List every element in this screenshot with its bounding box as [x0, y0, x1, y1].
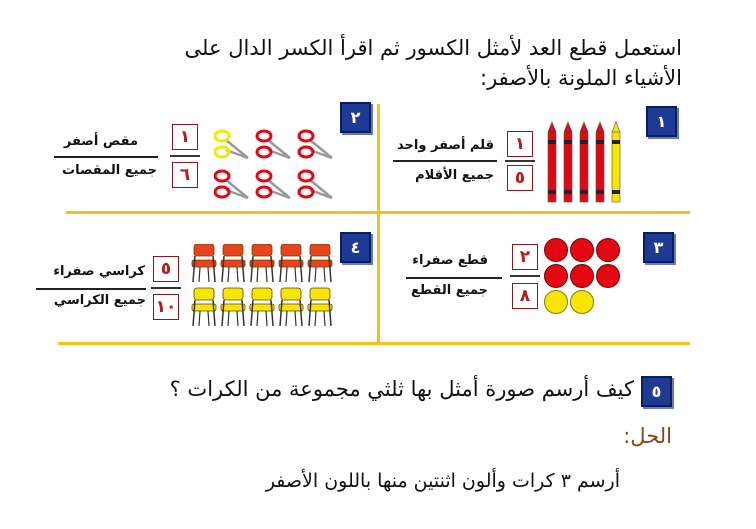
- counters-icon: [544, 238, 624, 318]
- problem-2-bottom-label: جميع المقصات: [62, 163, 157, 178]
- scissor-red: [299, 171, 332, 198]
- counter-red: [570, 238, 594, 262]
- scissor-yellow: [215, 131, 248, 158]
- crayon-red: [596, 122, 604, 202]
- grid-bottom-divider: [58, 342, 690, 345]
- problem-1-top-label: قلم أصفر واحد: [397, 138, 494, 153]
- scissor-red: [215, 171, 248, 198]
- counter-red: [596, 238, 620, 262]
- problem-2-top-label: مقص أصفر: [63, 134, 138, 149]
- instruction-line-1: استعمل قطع العد لأمثل الكسور ثم اقرأ الكسر الدال على: [184, 36, 682, 60]
- chair-yellow: [192, 288, 216, 326]
- problem-4-numerator: ٥: [153, 256, 179, 282]
- problem-2-fraction-bar: [170, 155, 200, 157]
- problem-4-bottom-label: جميع الكراسي: [53, 293, 146, 308]
- problem-1-bottom-label: جميع الأقلام: [415, 168, 494, 183]
- counter-red: [544, 264, 568, 288]
- problem-4-label-bar: [36, 288, 146, 290]
- crayons-icon: [544, 120, 628, 204]
- problem-3-label-bar: [406, 277, 502, 279]
- chair-red: [192, 244, 216, 282]
- problem-3-top-label: قطع صفراء: [412, 253, 488, 268]
- problem-1-fraction-bar: [505, 160, 535, 162]
- scissors-icon: [214, 128, 336, 206]
- chair-yellow: [250, 288, 274, 326]
- problem-3-bottom-label: جميع القطع: [410, 283, 488, 298]
- counter-yellow: [544, 290, 568, 314]
- counter-yellow: [570, 290, 594, 314]
- problem-4-top-label: كراسي صفراء: [53, 264, 145, 279]
- chair-yellow: [221, 288, 245, 326]
- problem-1-denominator: ٥: [507, 165, 533, 191]
- instruction-line-2: الأشياء الملونة بالأصفر:: [480, 66, 682, 90]
- crayon-red: [580, 122, 588, 202]
- chair-red: [308, 244, 332, 282]
- problem-1-badge: ١: [646, 106, 677, 137]
- counter-red: [570, 264, 594, 288]
- chair-yellow: [308, 288, 332, 326]
- problem-1-numerator: ١: [507, 131, 533, 157]
- scissor-red: [257, 131, 290, 158]
- scissor-red: [257, 171, 290, 198]
- chair-red: [279, 244, 303, 282]
- problem-3-numerator: ٢: [512, 244, 538, 270]
- problem-2-badge: ٢: [340, 102, 371, 133]
- solution-label: الحل:: [623, 424, 672, 448]
- grid-vertical-divider: [377, 104, 380, 345]
- problem-4-fraction-bar: [151, 287, 181, 289]
- problem-4-denominator: ١٠: [153, 294, 179, 320]
- problem-3-fraction-bar: [510, 275, 540, 277]
- chair-yellow: [279, 288, 303, 326]
- chair-red: [250, 244, 274, 282]
- crayon-red: [564, 122, 572, 202]
- problem-2-numerator: ١: [172, 124, 198, 150]
- problem-1-label-bar: [393, 160, 497, 162]
- question-5-badge: ٥: [641, 376, 672, 407]
- scissor-red: [299, 131, 332, 158]
- counter-red: [544, 238, 568, 262]
- chair-red: [221, 244, 245, 282]
- problem-2-denominator: ٦: [172, 162, 198, 188]
- question-5-text: كيف أرسم صورة أمثل بها ثلثي مجموعة من الكرات ؟: [169, 377, 634, 401]
- crayon-red: [548, 122, 556, 202]
- problem-4-badge: ٤: [340, 232, 371, 263]
- chairs-icon: [188, 244, 336, 330]
- problem-3-badge: ٣: [643, 232, 674, 263]
- counter-red: [596, 264, 620, 288]
- crayon-yellow: [612, 122, 620, 202]
- problem-2-label-bar: [54, 156, 158, 158]
- solution-text: أرسم ٣ كرات وألون اثنتين منها باللون الأصفر: [265, 470, 620, 492]
- problem-3-denominator: ٨: [512, 283, 538, 309]
